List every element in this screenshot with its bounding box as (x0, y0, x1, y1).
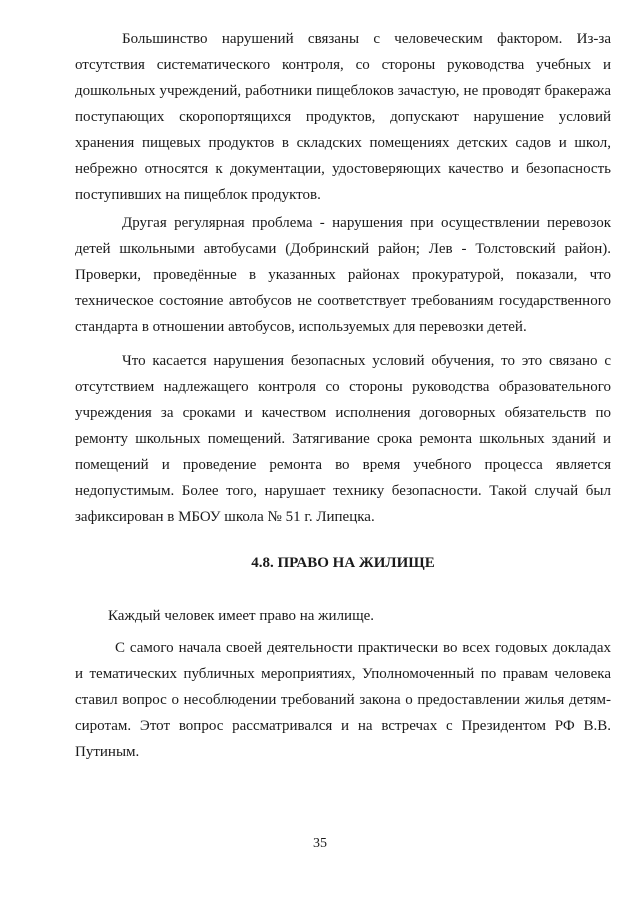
section-heading: 4.8. ПРАВО НА ЖИЛИЩЕ (251, 555, 435, 571)
document-page (75, 26, 611, 765)
paragraph-safe-learning: Что касается нарушения безопасных условий обучения, то это связано с отсутствием надлежащего контроля со стороны руководства образовательного учреждения за сроками и качеством исполнения договорных обязательств по ремонту школьных помещений. Затягивание срока ремонта школьных зданий и помещений и проведение ремонта во время учебного процесса является недопустимым. Более того, нарушает технику безопасности. Такой случай был зафиксирован в МБОУ школа № 51 г. Липецка. (75, 353, 611, 525)
paragraph-food-safety: Большинство нарушений связаны с человеческим фактором. Из-за отсутствия систематического контроля, со стороны руководства учебных и дошкольных учреждений, работники пищеблоков зачастую, не проводят бракеража поступающих скоропортящихся продуктов, допускают нарушение условий хранения пищевых продуктов в складских помещениях детских садов и школ, небрежно относятся к документации, удостоверяющих качество и безопасность поступивших на пищеблок продуктов. (75, 31, 611, 203)
paragraph-housing-right: Каждый человек имеет право на жилище. (108, 608, 375, 624)
paragraph-school-buses: Другая регулярная проблема - нарушения при осуществлении перевозок детей школьными автобусами (Добринский район; Лев - Толстовский район). Проверки, проведённые в указанных районах прокуратурой, показали, что техническое состояние автобусов не соответствует требованиям государственного стандарта в отношении автобусов, используемых для перевозки детей. (75, 215, 611, 335)
paragraph-orphans-housing: С самого начала своей деятельности практически во всех годовых докладах и тематических публичных мероприятиях, Уполномоченный по правам человека ставил вопрос о несоблюдении требований закона о предоставлении жилья детям-сиротам. Этот вопрос рассматривался и на встречах с Президентом РФ В.В. Путиным. (75, 640, 611, 760)
page-number: 35 (313, 836, 327, 851)
